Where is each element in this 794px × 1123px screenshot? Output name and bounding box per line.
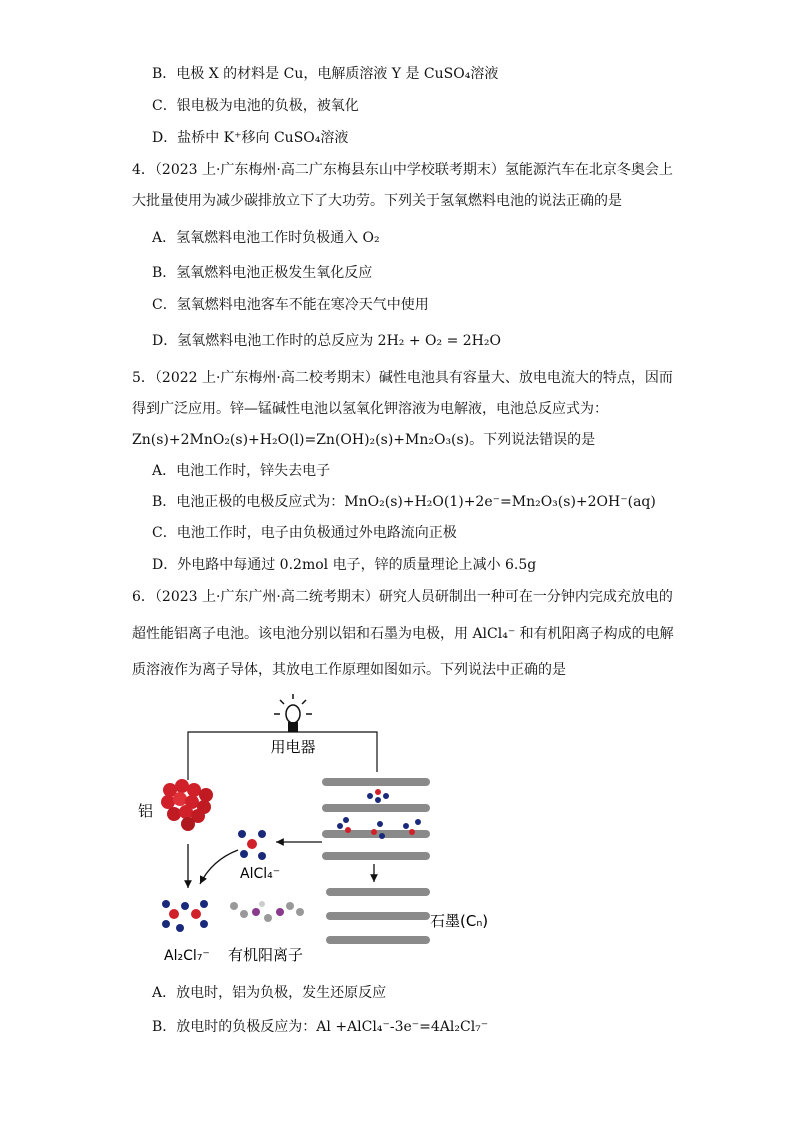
question-4-stem-cont: 大批量使用为减少碳排放立下了大功劳。下列关于氢氧燃料电池的说法正确的是: [132, 193, 622, 209]
option-line: B．电极 X 的材料是 Cu，电解质溶液 Y 是 CuSO₄溶液: [152, 66, 499, 82]
question-6-stem-cont: 超性能铝离子电池。该电池分别以铝和石墨为电极，用 AlCl₄⁻ 和有机阳离子构成的电解: [132, 626, 674, 642]
question-5-option-d: D．外电路中每通过 0.2mol 电子，锌的质量理论上减小 6.5g: [152, 557, 537, 573]
question-4-option-c: C．氢氧燃料电池客车不能在寒冷天气中使用: [152, 297, 429, 313]
question-6-option-a: A．放电时，铝为负极，发生还原反应: [152, 985, 387, 1001]
al2cl7-molecule: [162, 900, 208, 932]
question-6-option-b: B．放电时的负极反应为：Al +AlCl₄⁻-3e⁻=4Al₂Cl₇⁻: [152, 1019, 489, 1035]
question-4-stem: 4．（2023 上·广东梅州·高二广东梅县东山中学校联考期末）氢能源汽车在北京冬奥会上: [132, 162, 673, 178]
question-5-equation: Zn(s)+2MnO₂(s)+H₂O(l)=Zn(OH)₂(s)+Mn₂O₃(s)。下列说法错误的是: [132, 432, 596, 448]
organic-cation-label: 有机阳离子: [228, 946, 304, 964]
question-5-stem: 5．（2022 上·广东梅州·高二校考期末）碱性电池具有容量大、放电电流大的特点，因而: [132, 370, 673, 386]
alcl4-molecule: [238, 830, 266, 860]
option-line: D．盐桥中 K⁺移向 CuSO₄溶液: [152, 130, 349, 146]
question-4-option-d: D．氢氧燃料电池工作时的总反应为 2H₂ + O₂ = 2H₂O: [152, 333, 501, 349]
option-line: C．银电极为电池的负极，被氧化: [152, 98, 359, 114]
question-4-option-b: B．氢氧燃料电池正极发生氧化反应: [152, 265, 373, 281]
graphite-label: 石墨(Cₙ): [430, 912, 489, 930]
question-5-option-c: C．电池工作时，电子由负极通过外电路流向正极: [152, 525, 457, 541]
organic-cation-molecule: [230, 901, 304, 922]
battery-diagram: [130, 692, 490, 972]
alcl4-label: AlCl₄⁻: [240, 866, 281, 882]
question-5-option-b: B．电池正极的电极反应式为：MnO₂(s)+H₂O(1)+2e⁻=Mn₂O₃(s)+2OH⁻(aq): [152, 494, 656, 510]
question-5-option-a: A．电池工作时，锌失去电子: [152, 463, 331, 479]
question-6-stem-cont2: 质溶液作为离子导体，其放电工作原理如图如示。下列说法中正确的是: [132, 662, 566, 678]
aluminum-label: 铝: [138, 802, 154, 820]
question-5-stem-cont: 得到广泛应用。锌—锰碱性电池以氢氧化钾溶液为电解液，电池总反应式为：: [132, 401, 608, 417]
device-label: 用电器: [270, 738, 316, 756]
al2cl7-label: Al₂Cl₇⁻: [164, 948, 210, 964]
question-6-stem: 6．（2023 上·广东广州·高二统考期末）研究人员研制出一种可在一分钟内完成充放电的: [132, 589, 673, 605]
graphite-electrode: [322, 778, 430, 944]
aluminum-electrode: [161, 779, 213, 831]
arrow: [200, 850, 238, 884]
bulb-icon: [274, 694, 312, 732]
question-4-option-a: A．氢氧燃料电池工作时负极通入 O₂: [152, 230, 380, 246]
